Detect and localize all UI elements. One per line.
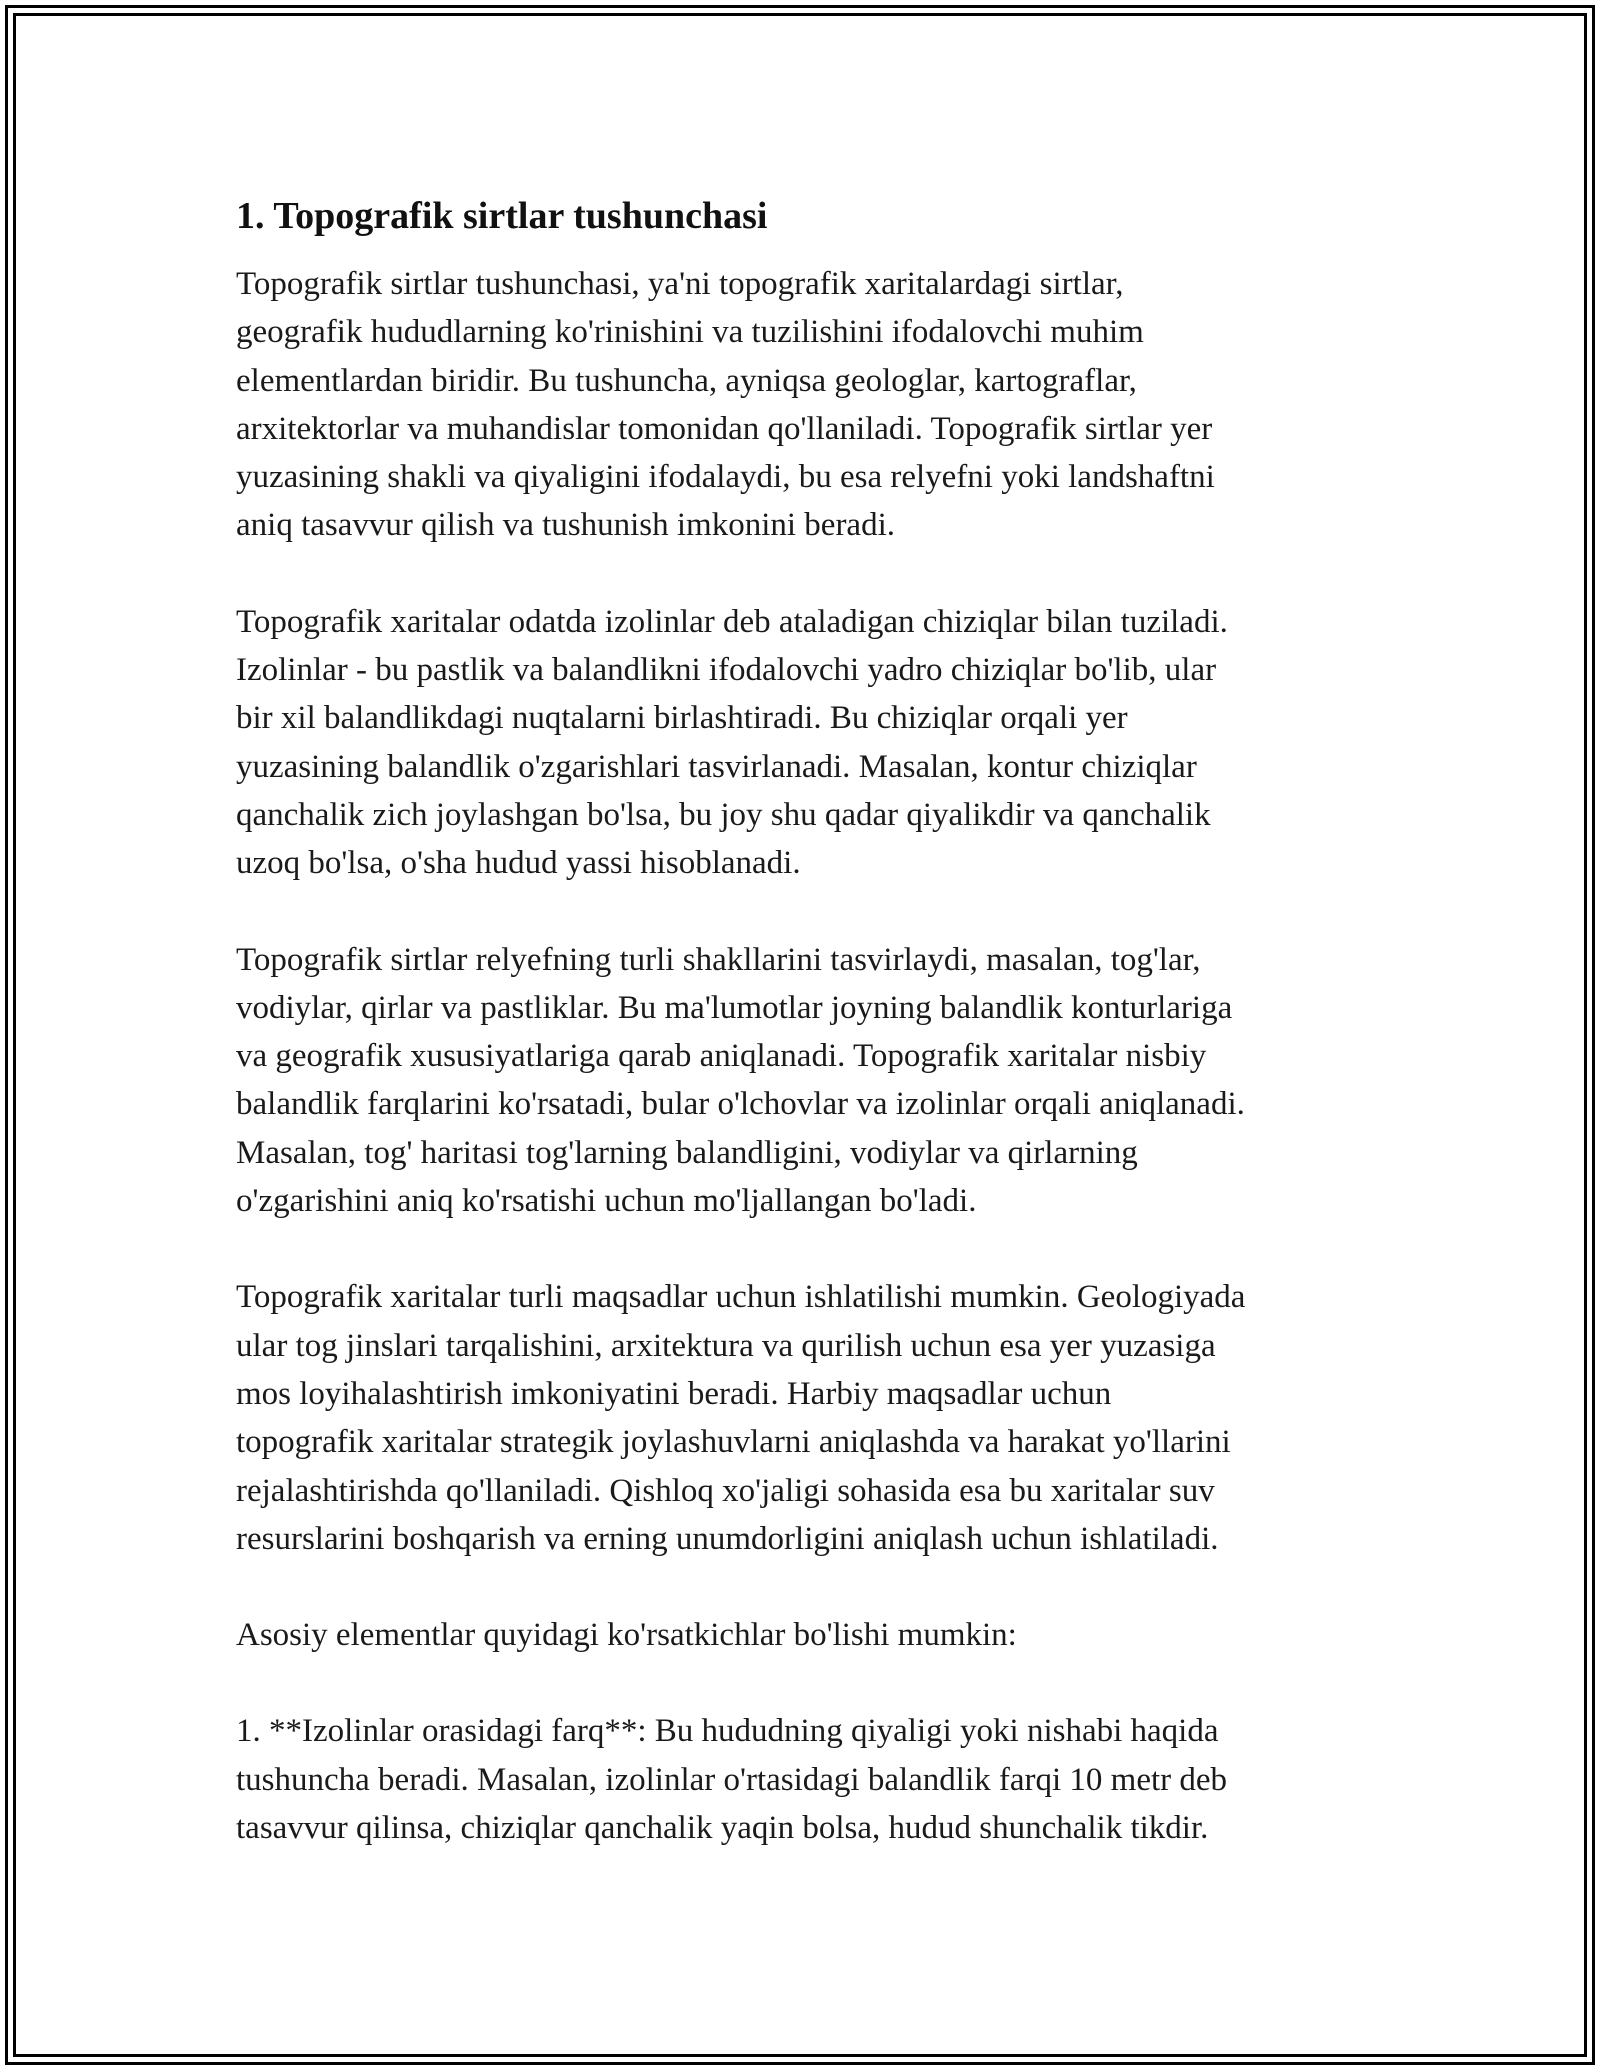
paragraph-uses: Topografik xaritalar turli maqsadlar uchun ishlatilishi mumkin. Geologiyada ular tog jinslari tarqalishini, arxitektura va qurilish uchun esa yer yuzasiga mos loyihalashtirish imkoniyatini beradi. Harbiy maqsadlar uchun topografik xaritalar strategik joylashuvlarni aniqlashda va harakat yo'llarini rejalashtirishda qo'llaniladi. Qishloq xo'jaligi sohasida esa bu xaritalar suv resurslarini boshqarish va erning unumdorligini aniqlash uchun ishlatiladi. xyxy=(236,1279,1246,1557)
paragraph-list-item-1: 1. **Izolinlar orasidagi farq**: Bu hududning qiyaligi yoki nishabi haqida tushuncha beradi. Masalan, izolinlar o'rtasidagi balandlik farqi 10 metr deb tasavvur qilinsa, chiziqlar qanchalik yaqin bolsa, hudud shunchalik tikdir. xyxy=(236,1713,1228,1847)
paragraph-relief-forms: Topografik sirtlar relyefning turli shakllarini tasvirlaydi, masalan, tog'lar, vodiylar, qirlar va pastliklar. Bu ma'lumotlar joyning balandlik konturlariga va geografik xususiyatlariga qarab aniqlanadi. Topografik xaritalar nisbiy balandlik farqlarini ko'rsatadi, bular o'lchovlar va izolinlar orqali aniqlanadi. Masalan, tog' haritasi tog'larning balandligini, vodiylar va qirlarning o'zgarishini aniq ko'rsatishi uchun mo'ljallangan bo'ladi. xyxy=(236,941,1245,1220)
paragraph-intro: Topografik sirtlar tushunchasi, ya'ni topografik xaritalardagi sirtlar, geografik hududlarning ko'rinishini va tuzilishini ifodalovchi muhim elementlardan biridir. Bu tushuncha, ayniqsa geologlar, kartograflar, arxitektorlar va muhandislar tomonidan qo'llaniladi. Topografik sirtlar yer yuzasining shakli va qiyaligini ifodalaydi, bu esa relyefni yoki landshaftni aniq tasavvur qilish va tushunish imkonini beradi. xyxy=(236,266,1215,544)
paragraph-key-elements-intro: Asosiy elementlar quyidagi ko'rsatkichlar bo'lishi mumkin: xyxy=(236,1617,1017,1654)
paragraph-isolines: Topografik xaritalar odatda izolinlar deb ataladigan chiziqlar bilan tuziladi. Izolinlar - bu pastlik va balandlikni ifodalovchi yadro chiziqlar bo'lib, ular bir xil balandlikdagi nuqtalarni birlashtiradi. Bu chiziqlar orqali yer yuzasining balandlik o'zgarishlari tasvirlanadi. Masalan, kontur chiziqlar qanchalik zich joylashgan bo'lsa, bu joy shu qadar qiyalikdir va qanchalik uzoq bo'lsa, o'sha hudud yassi hisoblanadi. xyxy=(236,603,1228,882)
document-body xyxy=(236,186,1366,1900)
section-heading: 1. Topografik sirtlar tushunchasi xyxy=(236,195,768,237)
